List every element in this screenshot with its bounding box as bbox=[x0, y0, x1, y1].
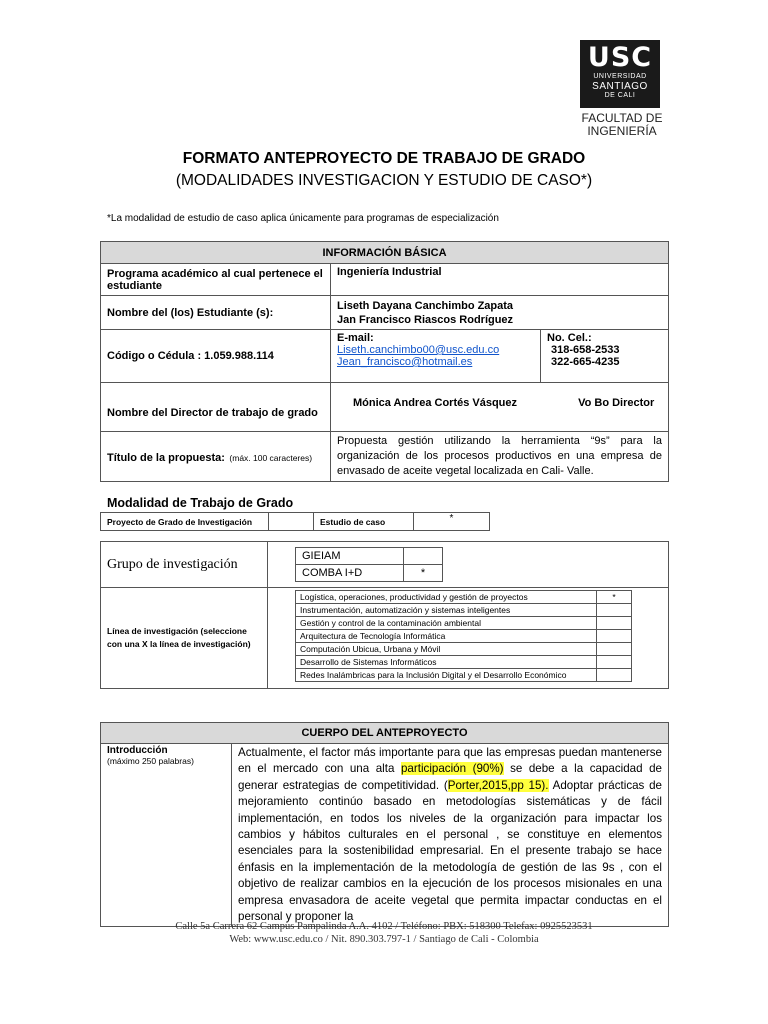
grupo-options bbox=[295, 547, 443, 582]
linea-option-mark[interactable] bbox=[597, 669, 632, 682]
intro-text-part-3: Adoptar prácticas de mejoramiento continúo basado en metodologías sistemáticas y de fácil implementación, en todos los niveles de la organización para impactar los cambios y hábitos culturales en el personal , se constituye en elementos esenciales para la sostenibilidad empresarial. En el presente trabajo se hace énfasis en la implementación de la metodología de gestión de las 9s , con el objetivo de realizar cambios en la ejecución de los procesos misionales en una empresa envasadora de aceite vegetal que permita impactar conductas en el personal y proponer la bbox=[238, 778, 662, 924]
logo-faculty-line-1: FACULTAD DE bbox=[581, 111, 663, 125]
cel-1: 318-658-2533 bbox=[551, 344, 620, 356]
linea-option-mark[interactable]: * bbox=[597, 591, 632, 604]
cuerpo-table bbox=[100, 722, 669, 927]
document-subtitle: (MODALIDADES INVESTIGACION Y ESTUDIO DE CASO*) bbox=[175, 172, 593, 189]
director-value: Mónica Andrea Cortés Vásquez bbox=[353, 397, 518, 409]
page-footer bbox=[0, 920, 768, 946]
grupo-option-mark[interactable]: * bbox=[404, 565, 443, 582]
footer-web: Web: www.usc.edu.co / Nit. 890.303.797-1 / Santiago de Cali - Colombia bbox=[229, 934, 539, 945]
estudiante-2: Jan Francisco Riascos Rodríguez bbox=[337, 313, 514, 326]
modalidad-checkbox-investigacion[interactable] bbox=[269, 513, 314, 531]
programa-label: Programa académico al cual pertenece el estudiante bbox=[101, 264, 331, 296]
footer-address: Calle 5a Carrera 62 Campus Pampalinda A.A. 4102 / Teléfono: PBX: 518300 Telefax: 0925523531 bbox=[175, 921, 593, 932]
cuerpo-header: CUERPO DEL ANTEPROYECTO bbox=[101, 723, 669, 744]
director-cell bbox=[331, 383, 669, 432]
titulo-label-cell bbox=[101, 432, 331, 482]
email-link-1[interactable]: Liseth.canchimbo00@usc.edu.co bbox=[337, 344, 500, 356]
intro-text bbox=[232, 744, 669, 927]
modalidad-table bbox=[100, 512, 490, 531]
linea-option-name: Gestión y control de la contaminación ambiental bbox=[296, 617, 597, 630]
modalidad-option-caso: Estudio de caso bbox=[314, 513, 414, 531]
logo-faculty-line-2: INGENIERÍA bbox=[587, 124, 657, 138]
modalidad-title: Modalidad de Trabajo de Grado bbox=[107, 496, 294, 510]
vobo-label: Vo Bo Director bbox=[578, 397, 655, 409]
estudiantes-value bbox=[331, 296, 669, 330]
titulo-label: Título de la propuesta: bbox=[107, 451, 225, 464]
logo-line-1: UNIVERSIDAD bbox=[593, 73, 647, 80]
cel-label: No. Cel.: bbox=[547, 332, 592, 344]
linea-options-cell bbox=[268, 588, 669, 689]
linea-option-name: Computación Ubicua, Urbana y Móvil bbox=[296, 643, 597, 656]
intro-text-part-2: se debe a la capacidad de generar estrategias de competitividad. ( bbox=[238, 762, 662, 792]
linea-option-mark[interactable] bbox=[597, 643, 632, 656]
linea-option-mark[interactable] bbox=[597, 630, 632, 643]
email-link-2[interactable]: Jean_francisco@hotmail.es bbox=[337, 356, 473, 368]
linea-option-mark[interactable] bbox=[597, 604, 632, 617]
logo-line-2: SANTIAGO bbox=[592, 81, 648, 92]
grupo-label: Grupo de investigación bbox=[101, 542, 268, 588]
linea-options bbox=[295, 590, 632, 682]
linea-label: Línea de investigación (seleccione con una X la línea de investigación) bbox=[101, 588, 268, 689]
modalidad-option-investigacion: Proyecto de Grado de Investigación bbox=[101, 513, 269, 531]
grupo-option-name: GIEIAM bbox=[296, 548, 404, 565]
estudiantes-label: Nombre del (los) Estudiante (s): bbox=[101, 296, 331, 330]
intro-highlight-2: Porter,2015,pp 15). bbox=[447, 778, 549, 792]
logo-box bbox=[580, 40, 660, 108]
codigo-label: Código o Cédula : 1.059.988.114 bbox=[101, 330, 331, 383]
footnote: *La modalidad de estudio de caso aplica únicamente para programas de especialización bbox=[107, 213, 499, 224]
logo-faculty bbox=[577, 112, 667, 138]
grupo-option-name: COMBA I+D bbox=[296, 565, 404, 582]
titulo-hint: (máx. 100 caracteres) bbox=[229, 452, 313, 463]
linea-option-name: Arquitectura de Tecnología Informática bbox=[296, 630, 597, 643]
director-label: Nombre del Director de trabajo de grado bbox=[101, 383, 331, 432]
basic-info-table bbox=[100, 241, 669, 482]
cel-cell bbox=[541, 330, 669, 383]
grupo-option-mark[interactable] bbox=[404, 548, 443, 565]
linea-option-mark[interactable] bbox=[597, 656, 632, 669]
document-title: FORMATO ANTEPROYECTO DE TRABAJO DE GRADO bbox=[182, 150, 586, 167]
titulo-value: Propuesta gestión utilizando la herramienta “9s” para la organización de los procesos productivos en una empresa de envasado de aceite vegetal localizada en Cali- Valle. bbox=[331, 432, 669, 482]
linea-option-name: Redes Inalámbricas para la Inclusión Digital y el Desarrollo Económico bbox=[296, 669, 597, 682]
modalidad-checkbox-caso[interactable]: * bbox=[414, 513, 490, 531]
estudiante-1: Liseth Dayana Canchimbo Zapata bbox=[337, 299, 514, 312]
grupo-options-cell bbox=[268, 542, 669, 588]
linea-option-name: Desarrollo de Sistemas Informáticos bbox=[296, 656, 597, 669]
logo-line-3: DE CALI bbox=[604, 92, 636, 99]
email-label: E-mail: bbox=[337, 332, 374, 344]
intro-highlight-1: participación (90%) bbox=[400, 762, 504, 776]
logo-acronym: USC bbox=[587, 42, 653, 73]
linea-option-name: Instrumentación, automatización y sistemas inteligentes bbox=[296, 604, 597, 617]
intro-text-part-1: Actualmente, el factor más importante para que las empresas puedan mantenerse en el mercado con una alta bbox=[238, 746, 662, 776]
programa-value: Ingeniería Industrial bbox=[331, 264, 669, 296]
email-cell bbox=[331, 330, 541, 383]
grupo-linea-table bbox=[100, 541, 669, 689]
intro-hint: (máximo 250 palabras) bbox=[107, 756, 194, 766]
usc-logo bbox=[577, 40, 667, 138]
intro-label-cell bbox=[101, 744, 232, 927]
linea-option-name: Logística, operaciones, productividad y gestión de proyectos bbox=[296, 591, 597, 604]
linea-option-mark[interactable] bbox=[597, 617, 632, 630]
basic-info-header: INFORMACIÓN BÁSICA bbox=[101, 242, 669, 264]
intro-label: Introducción bbox=[107, 745, 168, 756]
cel-2: 322-665-4235 bbox=[551, 356, 620, 368]
